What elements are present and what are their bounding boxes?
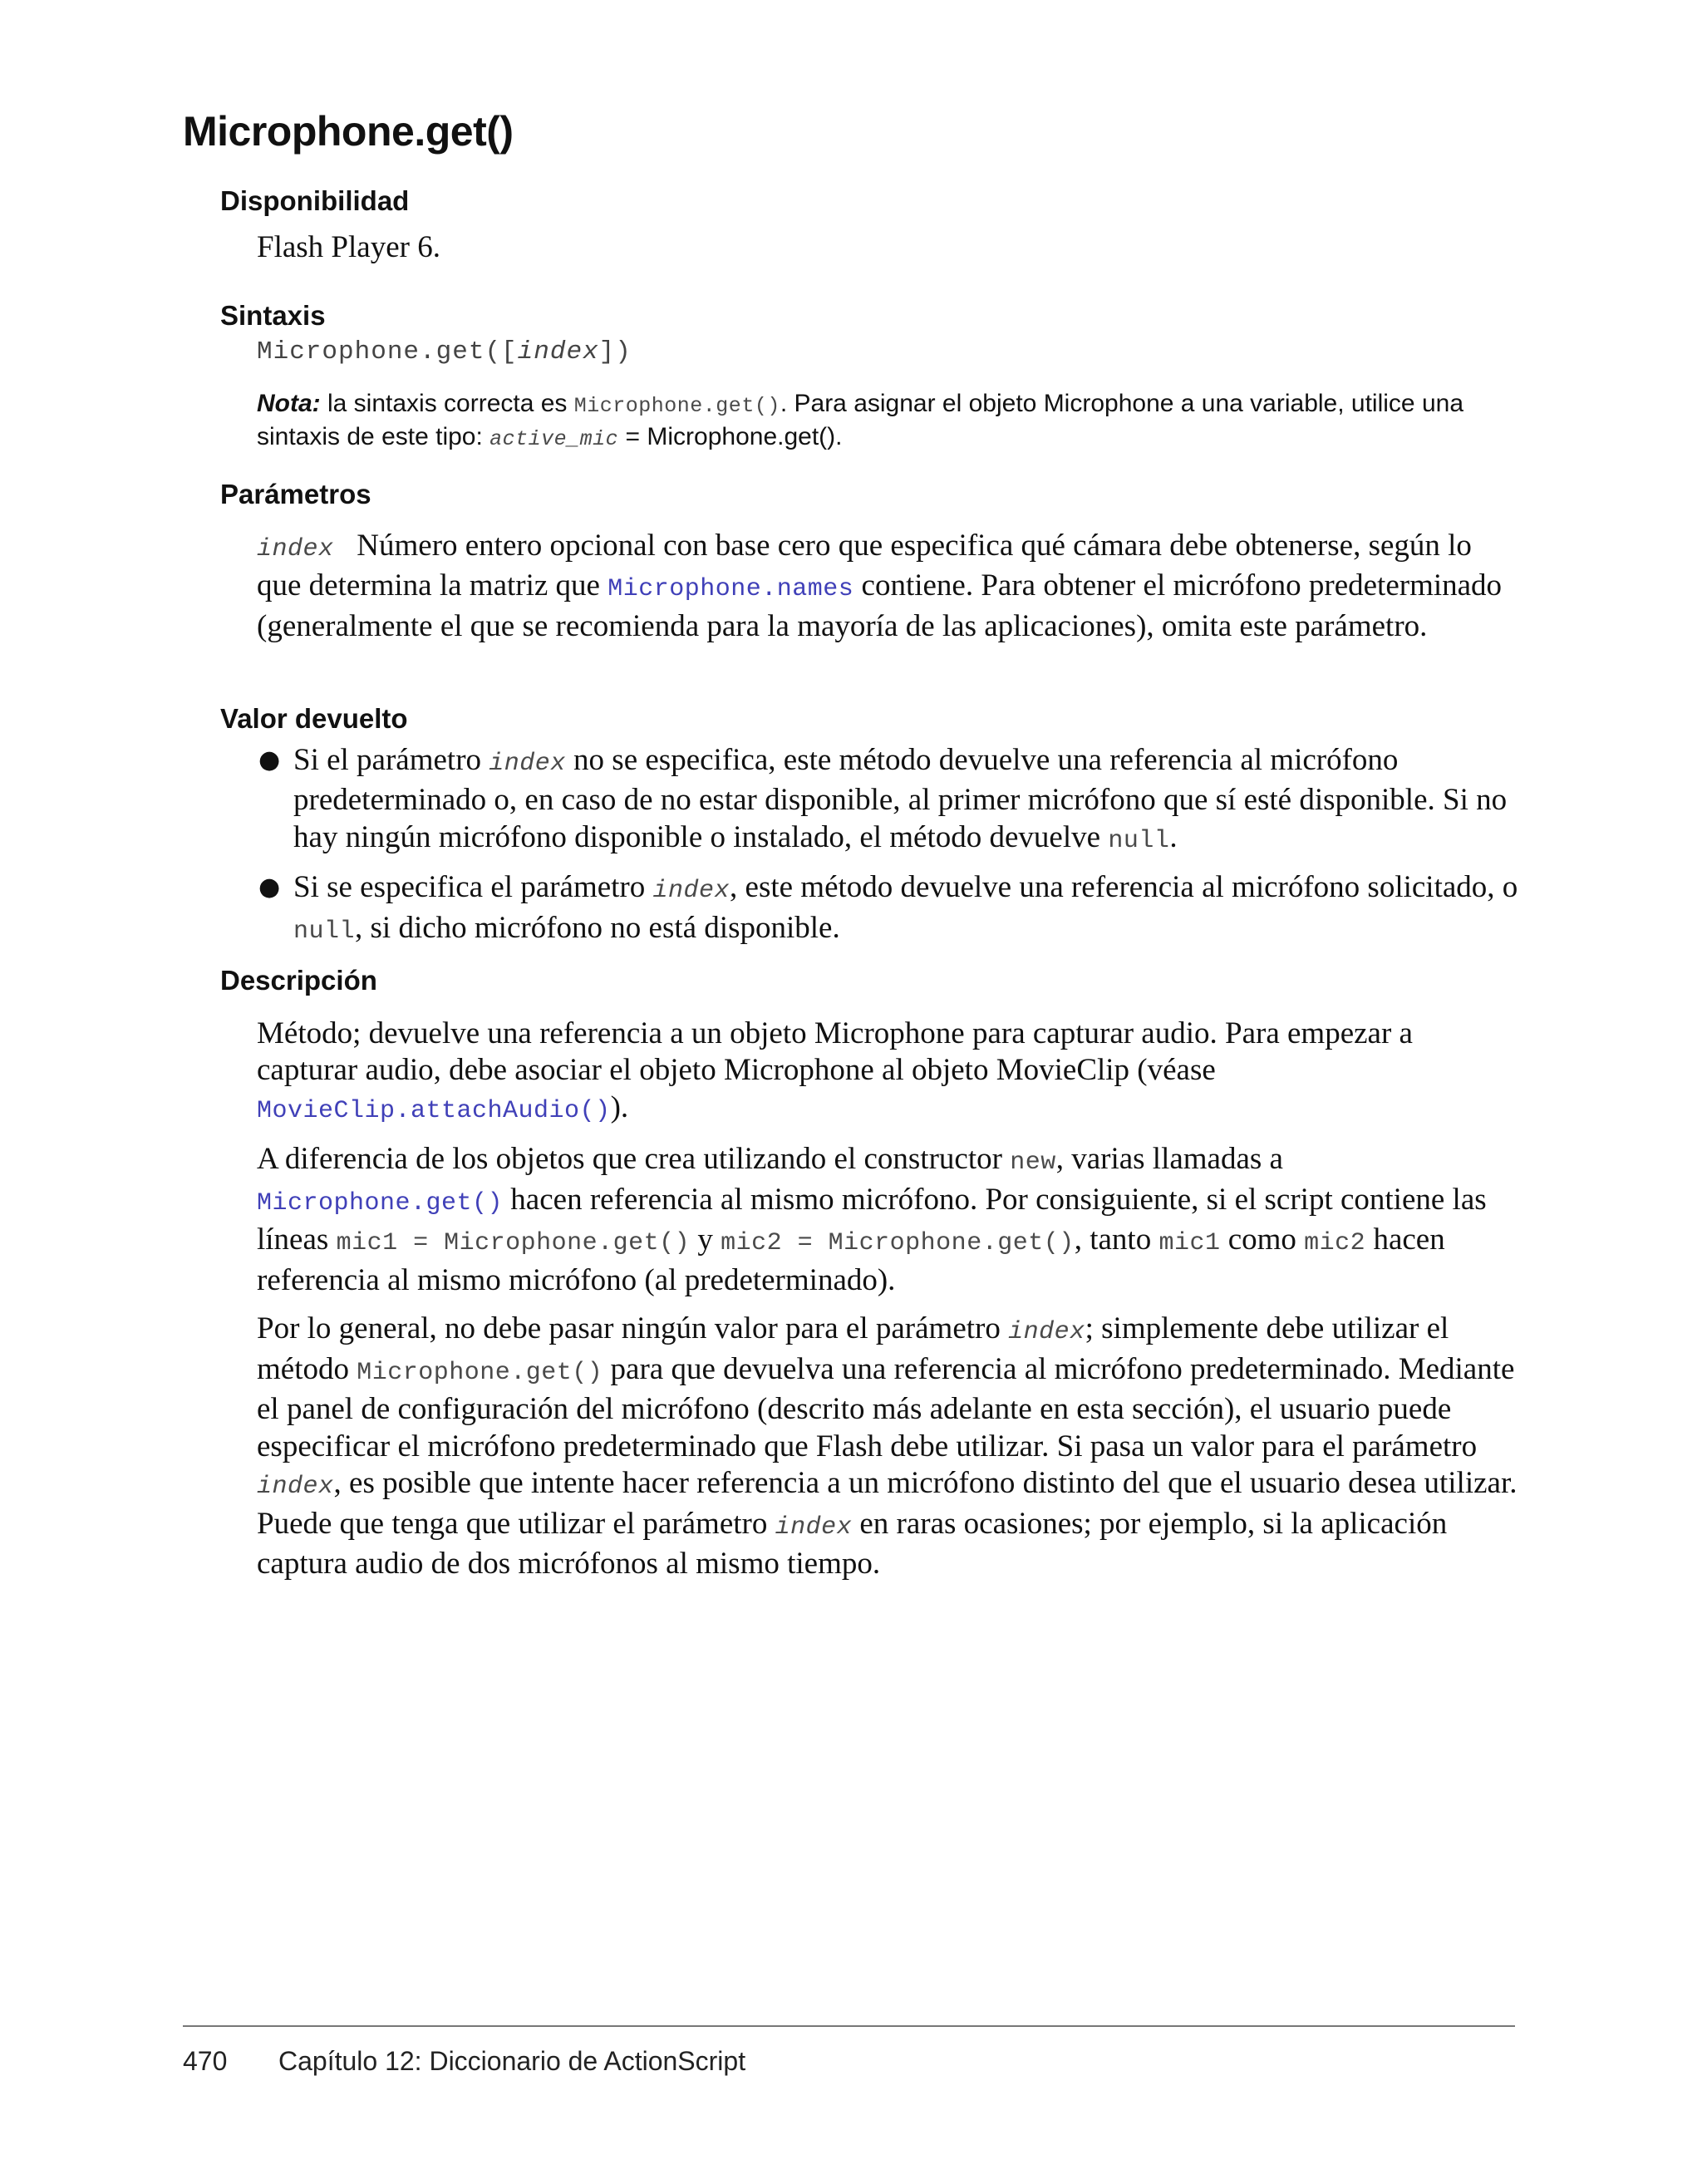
list-text: no se especifica, este método devuelve una referencia al micrófono predeterminado o, en caso de no estar disponible, al primer micrófono que sí esté disponible. Si no hay ningún micrófono disponible o instalado, el método devuelve — [293, 742, 1508, 854]
list-text: Si el parámetro — [293, 742, 489, 777]
list-text: , este método devuelve una referencia al micrófono solicitado, o — [730, 870, 1518, 905]
note-text: = Microphone.get(). — [618, 422, 843, 450]
desc-text: y — [690, 1222, 721, 1257]
list-item — [257, 742, 1520, 860]
note-label: Nota: — [257, 389, 321, 417]
note-text: . Para asignar el objeto Microphone a una variable, utilice una sintaxis de este tipo: — [257, 389, 1464, 450]
desc-text: en raras ocasiones; por ejemplo, si la aplicación captura audio de dos micrófonos al mismo tiempo. — [257, 1506, 1448, 1581]
desc-text: hacen referencia al mismo micrófono. Por consiguiente, si el script contiene las líneas — [257, 1182, 1487, 1257]
desc-code: Microphone.get() — [357, 1358, 603, 1387]
note-text: la sintaxis correcta es — [320, 389, 574, 417]
desc-code: index — [775, 1513, 853, 1542]
list-code: index — [652, 877, 730, 906]
list-code: index — [489, 749, 566, 778]
desc-code: index — [257, 1473, 334, 1502]
section-disponibilidad — [220, 184, 1517, 266]
note-code: active_mic — [489, 426, 619, 451]
desc-text: ). — [610, 1090, 629, 1124]
page-footer — [183, 2046, 745, 2077]
desc-text: Método; devuelve una referencia a un objeto Microphone para capturar audio. Para empezar a capturar audio, debe asociar el objeto Microphone al objeto MovieClip (véase — [257, 1016, 1413, 1088]
heading-descripcion: Descripción — [220, 965, 377, 996]
desc-text: A diferencia de los objetos que crea utilizando el constructor — [257, 1142, 1011, 1177]
microphone-names-link[interactable]: Microphone.names — [608, 575, 854, 604]
desc-text: hacen referencia al mismo micrófono (al predeterminado). — [257, 1222, 1445, 1297]
desc-text: para que devuelva una referencia al micrófono predeterminado. Mediante el panel de configuración del micrófono (descrito más adelante en esta sección), el usuario puede especificar el micrófono predeterminado que Flash debe utilizar. Si pasa un valor para el parámetro — [257, 1351, 1515, 1463]
heading-valor-devuelto: Valor devuelto — [220, 703, 408, 734]
heading-parametros: Parámetros — [220, 479, 371, 509]
section-parametros — [220, 478, 1517, 645]
section-sintaxis — [220, 299, 1517, 455]
desc-code: mic2 — [1304, 1229, 1366, 1258]
desc-text: , es posible que intente hacer referencia a un micrófono distinto del que el usuario desea utilizar. Puede que tenga que utilizar el parámetro — [257, 1466, 1518, 1541]
bullet-icon: ● — [258, 873, 281, 903]
bullet-icon: ● — [258, 745, 281, 775]
availability-text: Flash Player 6. — [257, 229, 440, 264]
return-value-list — [257, 742, 1520, 951]
page-title: Microphone.get() — [183, 108, 514, 155]
attachaudio-link[interactable]: MovieClip.attachAudio() — [257, 1096, 611, 1125]
syntax-note — [257, 388, 1520, 455]
syntax-code-prefix: Microphone.get([ — [257, 337, 518, 366]
desc-text: , tanto — [1074, 1222, 1159, 1257]
syntax-code — [257, 337, 1517, 366]
param-name: index — [257, 534, 334, 563]
list-code: null — [293, 917, 356, 946]
list-item — [257, 869, 1520, 950]
desc-text: ; simplemente debe utilizar el método — [257, 1311, 1449, 1386]
description-paragraph-3 — [257, 1311, 1520, 1583]
syntax-code-param: index — [517, 337, 599, 366]
section-descripcion — [220, 964, 1517, 1595]
description-paragraph-2 — [257, 1141, 1520, 1299]
description-paragraph-1 — [257, 1016, 1520, 1130]
list-text: , si dicho micrófono no está disponible. — [355, 910, 840, 945]
syntax-code-suffix: ]) — [598, 337, 632, 366]
list-code: null — [1108, 826, 1170, 855]
desc-text: Por lo general, no debe pasar ningún valor para el parámetro — [257, 1311, 1009, 1346]
desc-code: mic1 = Microphone.get() — [336, 1229, 691, 1258]
desc-code: index — [1008, 1318, 1085, 1347]
footer-divider — [183, 2025, 1515, 2027]
list-text: Si se especifica el parámetro — [293, 870, 653, 905]
chapter-title: Capítulo 12: Diccionario de ActionScript — [278, 2046, 746, 2076]
page-number: 470 — [183, 2046, 228, 2076]
microphone-get-link[interactable]: Microphone.get() — [257, 1188, 504, 1217]
note-code: Microphone.get() — [573, 393, 780, 418]
param-text: contiene. Para obtener el micrófono predeterminado (generalmente el que se recomienda para la mayoría de las aplicaciones), omita este parámetro. — [257, 568, 1510, 643]
param-text: Número entero opcional con base cero que especifica qué cámara debe obtenerse, según lo que determina la matriz que — [257, 528, 1480, 603]
parameter-description — [257, 528, 1520, 646]
heading-sintaxis: Sintaxis — [220, 300, 326, 331]
desc-text: , varias llamadas a — [1055, 1142, 1283, 1177]
desc-code: new — [1010, 1149, 1056, 1178]
desc-code: mic2 = Microphone.get() — [721, 1229, 1075, 1258]
list-text: . — [1169, 819, 1178, 854]
desc-code: mic1 — [1158, 1229, 1221, 1258]
section-valor-devuelto — [220, 702, 1517, 960]
heading-disponibilidad: Disponibilidad — [220, 185, 410, 216]
desc-text: como — [1220, 1222, 1305, 1257]
